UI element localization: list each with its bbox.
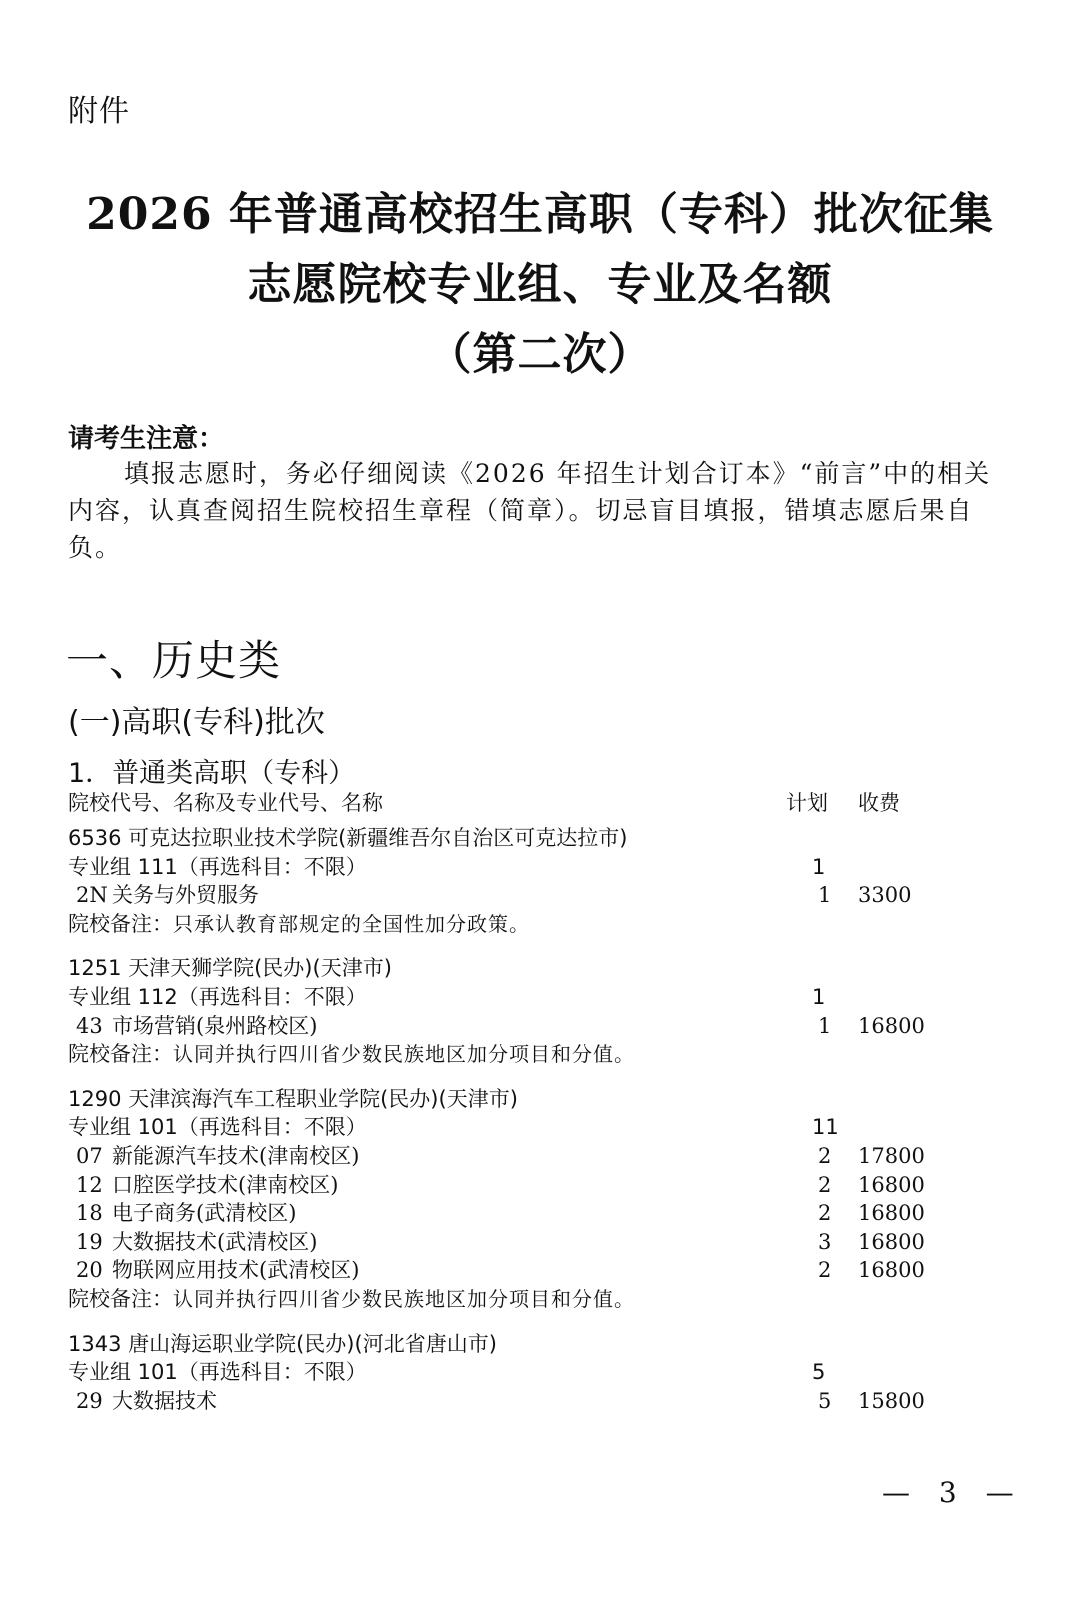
page-number: — 3 — [882,1476,1024,1509]
major-group-label: 专业组 111（再选科目：不限） [68,854,367,879]
school-remark-label: 院校备注： [68,1042,173,1067]
major-plan: 2 [818,1258,832,1283]
major-row [68,1171,968,1200]
major-group-plan: 1 [812,854,826,879]
major-code: 2N [76,883,108,908]
school-remark-label: 院校备注： [68,911,173,936]
major-row [68,1228,968,1257]
major-group-label: 专业组 101（再选科目：不限） [68,1115,367,1140]
major-plan: 1 [818,1013,832,1038]
major-code: 12 [76,1172,103,1197]
school-remark-text: 只承认教育部规定的全国性加分政策。 [173,911,530,936]
major-fee: 15800 [858,1388,925,1413]
major-group-label: 专业组 101（再选科目：不限） [68,1360,367,1385]
major-fee: 16800 [858,1229,925,1254]
major-code: 18 [76,1201,103,1226]
major-name: 新能源汽车技术(津南校区) [112,1143,360,1168]
school-block [68,954,968,1068]
major-fee: 3300 [858,883,912,908]
major-fee: 16800 [858,1172,925,1197]
major-fee: 17800 [858,1143,925,1168]
major-group-plan: 1 [812,984,826,1009]
major-group-row [68,853,968,882]
major-plan: 2 [818,1143,832,1168]
major-group-label: 专业组 112（再选科目：不限） [68,984,367,1009]
section-heading: 一、历史类 [66,636,282,685]
major-code: 20 [76,1258,103,1283]
major-fee: 16800 [858,1013,925,1038]
school-name: 1290 天津滨海汽车工程职业学院(民办)(天津市) [68,1086,518,1111]
subsection-heading: (一)高职(专科)批次 [68,705,325,740]
school-remark [68,910,968,939]
major-row [68,1142,968,1171]
school-name: 6536 可克达拉职业技术学院(新疆维吾尔自治区可克达拉市) [68,826,628,850]
major-group-row [68,983,968,1012]
major-row [68,1012,968,1041]
major-code: 19 [76,1229,103,1254]
notice-heading: 请考生注意： [68,424,225,454]
major-name: 市场营销(泉州路校区) [112,1013,318,1038]
school-name: 1343 唐山海运职业学院(民办)(河北省唐山市) [68,1331,497,1356]
major-code: 29 [76,1388,103,1413]
school-block [68,1330,968,1416]
title-line-2: 志愿院校专业组、专业及名额 [247,259,833,310]
notice-body: 填报志愿时，务必仔细阅读《2026 年招生计划合订本》“前言”中的相关内容，认真查阅招生院校招生章程（简章）。切忌盲目填报，错填志愿后果自负。 [68,459,992,562]
major-code: 43 [76,1013,103,1038]
school-block [68,824,968,938]
school-remark-label: 院校备注： [68,1286,173,1311]
major-group-plan: 11 [812,1115,839,1140]
school-name: 1251 天津天狮学院(民办)(天津市) [68,956,392,981]
column-header-fee: 收费 [858,791,900,815]
major-name: 电子商务(武清校区) [112,1201,297,1226]
attachment-label: 附件 [68,94,130,129]
school-remark [68,1285,968,1314]
major-name: 物联网应用技术(武清校区) [112,1258,360,1283]
title-line-3: （第二次） [427,329,653,380]
column-header-row [68,787,968,815]
school-listing [68,824,968,1431]
major-fee: 16800 [858,1258,925,1283]
title-line-1: 2026 年普通高校招生高职（专科）批次征集 [86,189,994,240]
major-row [68,881,968,910]
major-plan: 1 [818,883,832,908]
major-row [68,1256,968,1285]
major-group-row [68,1113,968,1142]
major-name: 关务与外贸服务 [112,883,259,908]
school-remark [68,1040,968,1069]
major-row [68,1199,968,1228]
column-header-plan: 计划 [786,791,828,815]
column-header-name: 院校代号、名称及专业代号、名称 [68,791,383,815]
category-heading: 1．普通类高职（专科） [68,758,356,789]
major-fee: 16800 [858,1201,925,1226]
school-remark-text: 认同并执行四川省少数民族地区加分项目和分值。 [173,1286,635,1311]
major-group-row [68,1358,968,1387]
major-row [68,1387,968,1416]
school-block [68,1085,968,1314]
major-plan: 5 [818,1388,832,1413]
school-remark-text: 认同并执行四川省少数民族地区加分项目和分值。 [173,1042,635,1067]
major-plan: 2 [818,1172,832,1197]
major-name: 口腔医学技术(津南校区) [112,1172,339,1197]
major-plan: 2 [818,1201,832,1226]
major-group-plan: 5 [812,1360,826,1385]
major-plan: 3 [818,1229,832,1254]
major-code: 07 [76,1143,103,1168]
major-name: 大数据技术 [112,1388,217,1413]
major-name: 大数据技术(武清校区) [112,1229,318,1254]
